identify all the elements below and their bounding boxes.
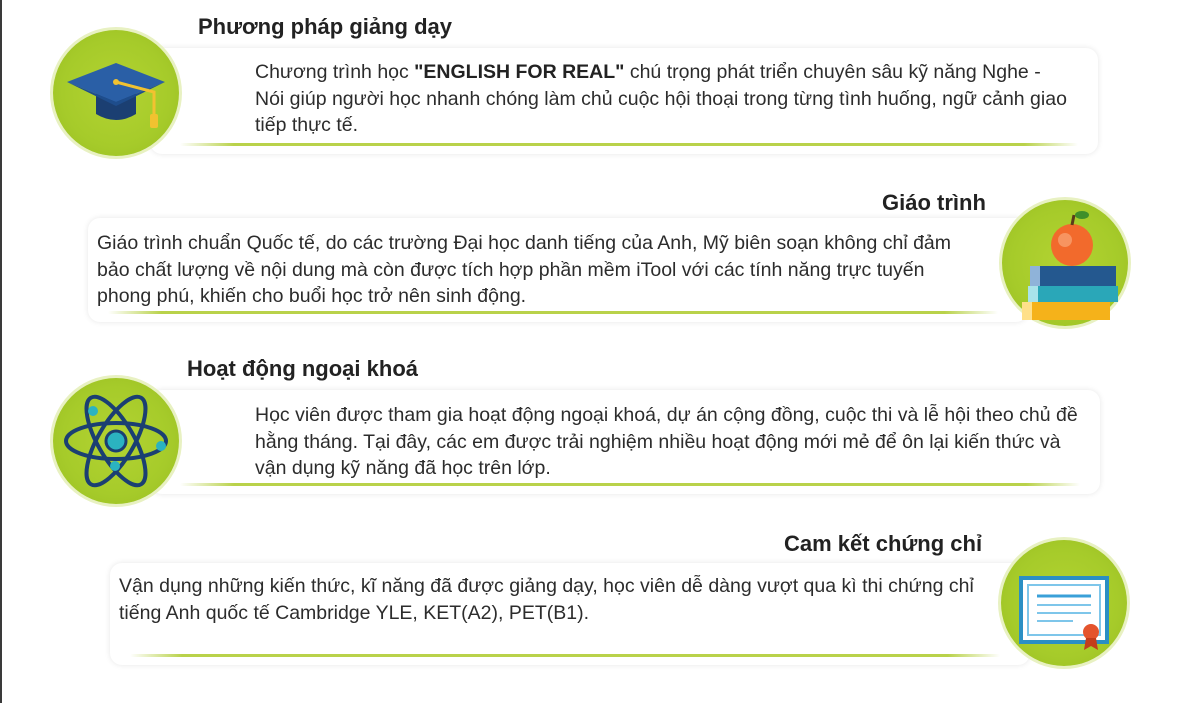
books-apple-icon: [1002, 200, 1128, 326]
section-certificate-heading: Cam kết chứng chỉ: [784, 531, 983, 556]
section-certificate-badge: [1001, 540, 1127, 666]
section-curriculum-heading: Giáo trình: [882, 190, 986, 215]
section-extracurricular-card: [150, 390, 1100, 494]
section-certificate-body: Vận dụng những kiến thức, kĩ năng đã được giảng dạy, học viên dễ dàng vượt qua kì thi chứng chỉ tiếng Anh quốc tế Cambridge YLE, KET(A2), PET(B1).: [119, 575, 974, 624]
page-border: [0, 0, 2, 703]
certificate-icon: [1001, 540, 1127, 666]
section-curriculum-card: [88, 218, 1028, 322]
section-curriculum-badge: [1002, 200, 1128, 326]
section-teaching-method-card: [150, 48, 1098, 154]
section-certificate-card: [110, 563, 1030, 665]
section-curriculum-body: Giáo trình chuẩn Quốc tế, do các trường Đại học danh tiếng của Anh, Mỹ biên soạn không chỉ đảm bảo chất lượng về nội dung mà còn được tích hợp phần mềm iTool với các tính năng trực tuyến phong phú, khiến cho buổi học trở nên sinh động.: [97, 232, 952, 307]
section-extracurricular-body: Học viên được tham gia hoạt động ngoại khoá, dự án cộng đồng, cuộc thi và lễ hội theo chủ đề hằng tháng. Tại đây, các em được trải nghiệm nhiều hoạt động mới mẻ để ôn lại kiến thức và vận dụng kỹ năng đã học trên lớp.: [255, 404, 1078, 479]
section-teaching-method-heading: Phương pháp giảng dạy: [198, 14, 453, 39]
graduation-cap-icon: [53, 30, 179, 156]
section-extracurricular-heading: Hoạt động ngoại khoá: [187, 356, 418, 381]
section-extracurricular-badge: [53, 378, 179, 504]
section-teaching-method-badge: [53, 30, 179, 156]
atom-icon: [53, 378, 179, 504]
section-teaching-method-body: Chương trình học "ENGLISH FOR REAL" chú trọng phát triển chuyên sâu kỹ năng Nghe - Nói giúp người học nhanh chóng làm chủ cuộc hội thoại trong từng tình huống, ngữ cảnh giao tiếp thực tế.: [255, 61, 1067, 136]
